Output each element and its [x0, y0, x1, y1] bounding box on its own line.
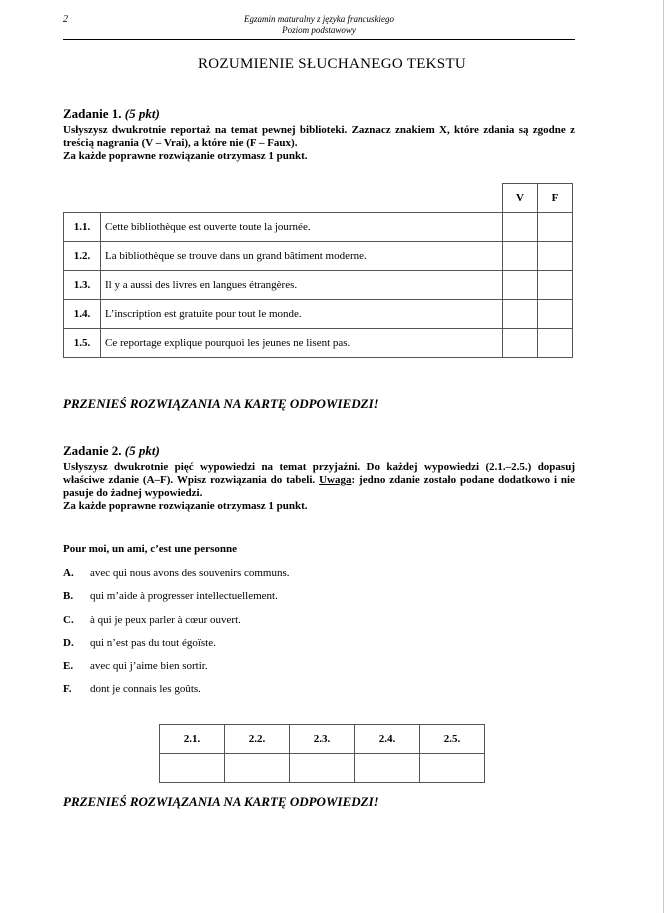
option-letter: E. — [63, 660, 74, 673]
statement-text: L’inscription est gratuite pour tout le monde. — [101, 300, 503, 329]
task2-instruction-part1: Usłyszysz dwukrotnie pięć wypowiedzi na temat przyjaźni. Do każdej wypowiedzi (2.1.–2.5.) dopasuj właściwe zdanie (A–F). Wpisz rozwiązania do tabeli. — [63, 461, 575, 486]
task2-scoring: Za każde poprawne rozwiązanie otrzymasz 1 punkt. — [63, 500, 308, 512]
task2-instruction — [63, 461, 575, 500]
statement-text: Ce reportage explique pourquoi les jeunes ne lisent pas. — [101, 329, 503, 358]
task2-heading — [63, 443, 160, 459]
statement-text: La bibliothèque se trouve dans un grand bâtiment moderne. — [101, 242, 503, 271]
header-title-line1: Egzamin maturalny z języka francuskiego — [244, 14, 394, 24]
answer-cell[interactable] — [355, 754, 420, 783]
option-letter: B. — [63, 590, 74, 603]
answer-cell-v[interactable] — [503, 329, 538, 358]
answer-header-row — [160, 725, 485, 754]
statement-number: 1.1. — [64, 213, 101, 242]
option-letter: F. — [63, 683, 72, 696]
list-item — [63, 683, 290, 706]
answer-cell-v[interactable] — [503, 242, 538, 271]
answer-cell-v[interactable] — [503, 271, 538, 300]
statement-text: Cette bibliothèque est ouverte toute la journée. — [101, 213, 503, 242]
option-letter: D. — [63, 636, 74, 649]
answer-cell[interactable] — [420, 754, 485, 783]
table-row — [64, 271, 573, 300]
answer-column-header: 2.4. — [355, 725, 420, 754]
task1-title: Zadanie 1. — [63, 106, 122, 121]
answer-cell-v[interactable] — [503, 300, 538, 329]
answer-table — [159, 724, 485, 783]
option-text: qui n’est pas du tout égoïste. — [90, 636, 216, 649]
option-text: qui m’aide à progresser intellectuellement. — [90, 590, 278, 603]
option-letter: A. — [63, 567, 74, 579]
answer-cell-v[interactable] — [503, 213, 538, 242]
statement-number: 1.5. — [64, 329, 101, 358]
list-item — [63, 660, 290, 683]
task2-lead-sentence: Pour moi, un ami, c’est une personne — [63, 543, 237, 555]
option-letter: C. — [63, 613, 74, 626]
table-row — [64, 300, 573, 329]
task2-instruction-block — [63, 461, 575, 513]
header-title — [63, 14, 575, 36]
task1-points: (5 pkt) — [124, 106, 160, 121]
answer-column-header: 2.1. — [160, 725, 225, 754]
option-text: dont je connais les goûts. — [90, 683, 201, 696]
task1-instruction: Usłyszysz dwukrotnie reportaż na temat pewnej biblioteki. Zaznacz znakiem X, które zdania są zgodne z treścią nagrania (V – Vrai), a które nie (F – Faux). — [63, 124, 575, 149]
task2-instruction-warning: Uwaga — [319, 474, 352, 486]
transfer-note-task2: PRZENIEŚ ROZWIĄZANIA NA KARTĘ ODPOWIEDZI! — [63, 794, 379, 809]
task2-title: Zadanie 2. — [63, 443, 122, 458]
statement-number: 1.3. — [64, 271, 101, 300]
option-text: avec qui j’aime bien sortir. — [90, 660, 208, 673]
answer-column-header: 2.2. — [225, 725, 290, 754]
task1-instruction-block — [63, 124, 575, 163]
answer-column-header: 2.3. — [290, 725, 355, 754]
answer-cell-f[interactable] — [538, 300, 573, 329]
answer-cell-f[interactable] — [538, 271, 573, 300]
answer-cell-f[interactable] — [538, 213, 573, 242]
list-item — [63, 590, 290, 613]
answer-column-header: 2.5. — [420, 725, 485, 754]
list-item — [63, 567, 290, 590]
list-item — [63, 614, 290, 637]
table-row — [64, 329, 573, 358]
answer-cell-f[interactable] — [538, 329, 573, 358]
option-text: à qui je peux parler à cœur ouvert. — [90, 613, 241, 626]
task1-heading — [63, 106, 160, 122]
answer-cell[interactable] — [290, 754, 355, 783]
statement-number: 1.2. — [64, 242, 101, 271]
header-title-line2: Poziom podstawowy — [282, 25, 356, 35]
task2-points: (5 pkt) — [124, 443, 160, 458]
transfer-note-task1: PRZENIEŚ ROZWIĄZANIA NA KARTĘ ODPOWIEDZI! — [63, 396, 379, 411]
column-v-header: V — [503, 184, 538, 213]
statement-text: Il y a aussi des livres en langues étrangères. — [101, 271, 503, 300]
statement-number: 1.4. — [64, 300, 101, 329]
answer-input-row — [160, 754, 485, 783]
answer-cell[interactable] — [225, 754, 290, 783]
list-item — [63, 637, 290, 660]
option-text: avec qui nous avons des souvenirs communs. — [90, 567, 290, 579]
answer-cell[interactable] — [160, 754, 225, 783]
task1-scoring: Za każde poprawne rozwiązanie otrzymasz 1 punkt. — [63, 150, 308, 162]
task2-instruction-part2: : jedno zdanie zostało podane dodatkowo i nie pasuje do żadnej wypowiedzi. — [63, 474, 575, 499]
table-header-blank — [64, 184, 503, 213]
task2-options-list — [63, 567, 290, 707]
column-f-header: F — [538, 184, 573, 213]
table-row — [64, 213, 573, 242]
true-false-table — [63, 183, 573, 358]
table-header-row — [64, 184, 573, 213]
answer-cell-f[interactable] — [538, 242, 573, 271]
page-number: 2 — [63, 14, 68, 25]
page-header — [63, 12, 575, 40]
section-title: ROZUMIENIE SŁUCHANEGO TEKSTU — [197, 56, 467, 72]
table-row — [64, 242, 573, 271]
